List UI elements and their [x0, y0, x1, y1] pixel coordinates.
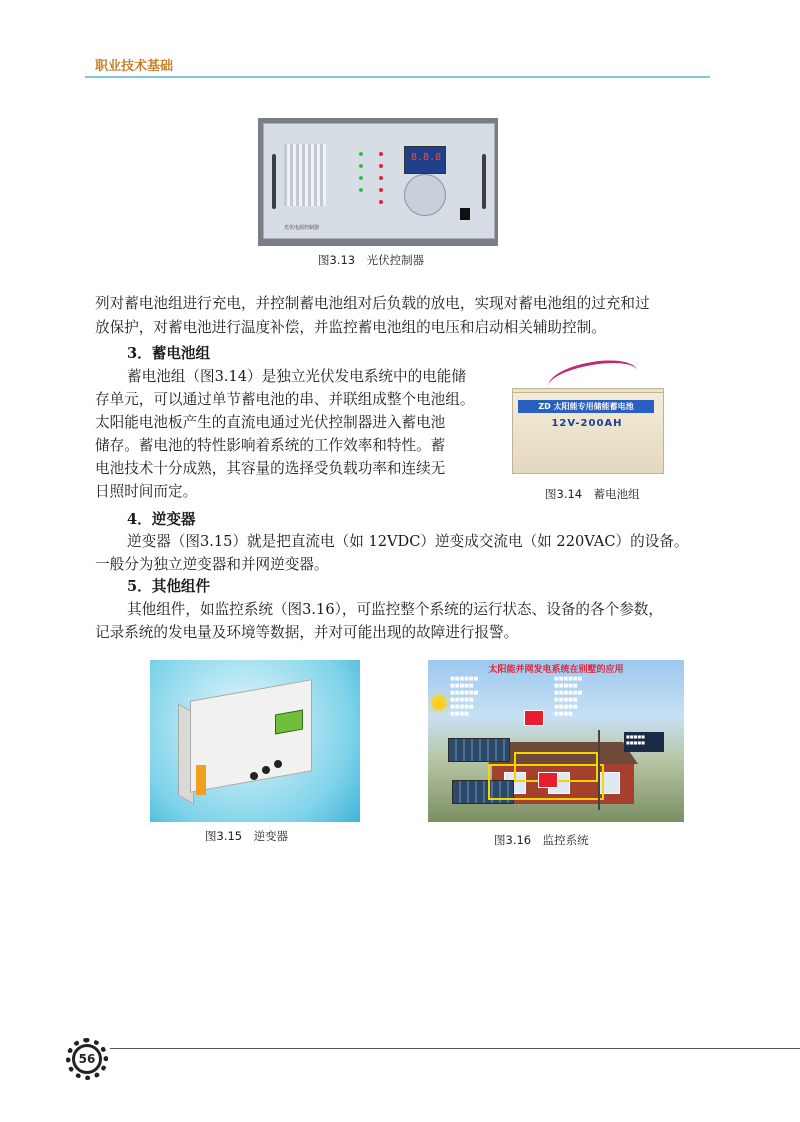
figure-caption-3-14: 图3.14 蓄电池组: [545, 487, 640, 501]
section-heading-battery: 3．蓄电池组: [127, 345, 211, 362]
footer-rule: [110, 1048, 800, 1049]
figure-caption-3-16: 图3.16 监控系统: [494, 833, 589, 847]
paragraph-line: 一般分为独立逆变器和并网逆变器。: [95, 556, 329, 573]
section-heading-other: 5．其他组件: [127, 578, 211, 595]
paragraph-line: 存单元，可以通过单节蓄电池的串、并联组成整个电池组。: [95, 391, 475, 408]
header-rule: [85, 76, 710, 78]
paragraph-line: 储存。蓄电池的特性影响着系统的工作效率和特性。蓄: [95, 437, 446, 454]
monitoring-system-photo: 太阳能并网发电系统在别墅的应用 ■■■■■■ ■■■■■ ■■■■■■ ■■■■■ ■■■■■ ■■■■ ■■■■■■ ■■■■■ ■■■■■■ ■■■■■ ■■■■■ ■■■■ ■■■■■ ■■■■■: [428, 660, 684, 822]
pv-controller-photo: 8.8.8 光伏电源控制器: [258, 118, 498, 246]
battery-photo: ZD 太阳能专用储能蓄电池 12V-200AH: [508, 358, 666, 476]
paragraph-line: 其他组件，如监控系统（图3.16），可监控整个系统的运行状态、设备的各个参数，: [127, 601, 663, 618]
section-heading-inverter: 4．逆变器: [127, 511, 196, 528]
paragraph-line: 日照时间而定。: [95, 483, 198, 500]
figure-caption-3-13: 图3.13 光伏控制器: [318, 253, 425, 267]
page-number: 56: [78, 1052, 96, 1066]
paragraph-line: 逆变器（图3.15）就是把直流电（如 12VDC）逆变成交流电（如 220VAC）的设备。: [127, 533, 689, 550]
running-header: 职业技术基础: [95, 59, 174, 74]
paragraph-line: 记录系统的发电量及环境等数据，并对可能出现的故障进行报警。: [95, 624, 519, 641]
paragraph-line: 放保护，对蓄电池进行温度补偿，并监控蓄电池组的电压和启动相关辅助控制。: [95, 319, 606, 336]
paragraph-line: 蓄电池组（图3.14）是独立光伏发电系统中的电能储: [127, 368, 466, 385]
inverter-photo: [150, 660, 360, 822]
paragraph-line: 电池技术十分成熟，其容量的选择受负载功率和连续无: [95, 460, 446, 477]
figure-caption-3-15: 图3.15 逆变器: [205, 829, 289, 843]
paragraph-line: 列对蓄电池组进行充电，并控制蓄电池组对后负载的放电，实现对蓄电池组的过充和过: [95, 295, 650, 312]
paragraph-line: 太阳能电池板产生的直流电通过光伏控制器进入蓄电池: [95, 414, 446, 431]
